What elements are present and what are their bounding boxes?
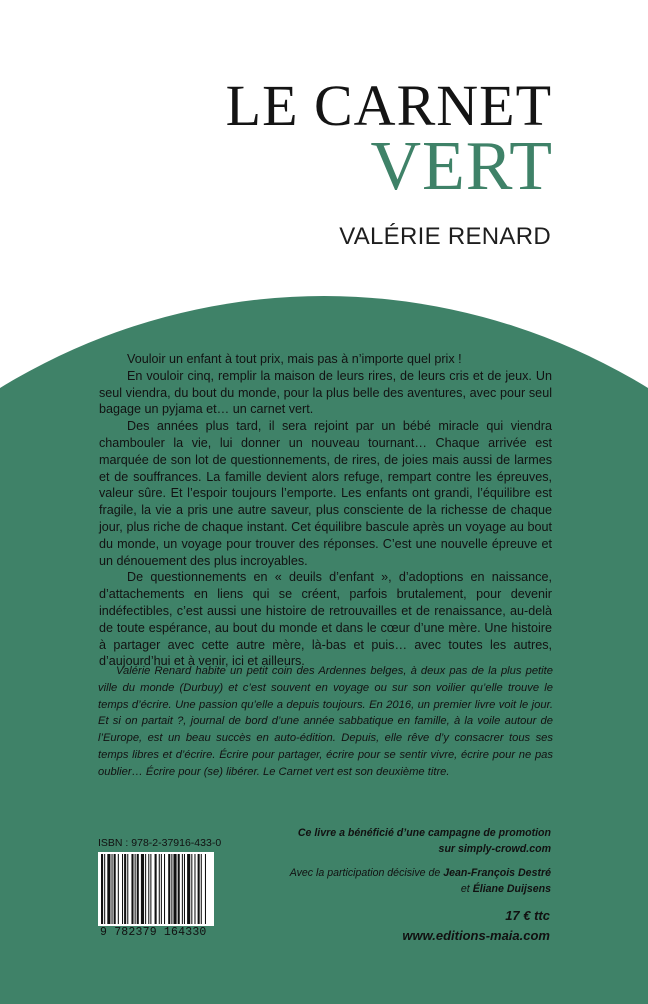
promo-line-3 <box>251 865 551 881</box>
barcode-bar <box>171 854 172 924</box>
barcode-bar <box>148 854 149 924</box>
promo-line-1: Ce livre a bénéficié d’une campagne de promotion <box>297 827 551 839</box>
barcode-bars <box>98 852 214 926</box>
barcode-bar <box>194 854 195 924</box>
title-line-1: LE CARNET <box>225 73 552 138</box>
author-name: VALÉRIE RENARD <box>339 223 551 250</box>
barcode-bar <box>178 854 180 924</box>
barcode <box>98 852 214 926</box>
promo-line-2: sur simply-crowd.com <box>438 843 551 855</box>
barcode-bar <box>191 854 192 924</box>
barcode-bar <box>112 854 113 924</box>
price-block <box>402 906 550 946</box>
barcode-bar <box>184 854 185 924</box>
barcode-bar <box>131 854 133 924</box>
barcode-bar <box>161 854 162 924</box>
summary-paragraph: En vouloir cinq, remplir la maison de leurs rires, de leurs cris et de jeux. Un seul viendra, du bout du monde, pour la plus belle des aventures, avec pour seul bagage un pyjama et… un carnet vert. <box>99 368 552 417</box>
barcode-bar <box>141 854 144 924</box>
author-bio: Valérie Renard habite un petit coin des Ardennes belges, à deux pas de la plus petite ville du monde (Durbuy) et c’est souvent en voyage ou sur son voilier qu’elle trouve le temps d’écrire. Une passion qu’elle a depuis toujours. En 2016, un premier livre voit le jour. Et si on partait ?, journal de bord d’une année sabbatique en famille, à la voile autour de l’Europe, est un beau succès en auto-édition. Depuis, elle rêve d’y consacrer tous ses temps libres et d’écrire. Écrire pour partager, écrire pour se sentir vivre, écrire pour ne pas oublier… Écrire pour (se) libérer. Le Carnet vert est son deuxième titre. <box>98 665 553 778</box>
barcode-bar <box>150 854 151 924</box>
barcode-bar <box>135 854 136 924</box>
barcode-bar <box>187 854 190 924</box>
price: 17 € ttc <box>505 908 550 923</box>
promo-prefix: et <box>460 883 473 895</box>
summary-paragraph: Vouloir un enfant à tout prix, mais pas à n’importe quel prix ! <box>127 352 462 366</box>
barcode-bar <box>124 854 126 924</box>
summary-paragraph: De questionnements en « deuils d’enfant », d’adoptions en naissance, d’attachements en liens qui se créent, parfois brutalement, pour devenir indéfectibles, c’est aussi une histoire de retrouvailles et de renaissance, au-delà de toute espérance, au bout du monde et dans le cœur d’une mère. Une histoire à partager avec cette autre mère, là-bas et puis… avec toutes les autres, d’aujourd’hui et à venir, ici et ailleurs. <box>99 570 552 669</box>
barcode-bar <box>182 854 183 924</box>
barcode-bar <box>145 854 146 924</box>
barcode-bar <box>201 854 202 924</box>
barcode-bar <box>164 854 165 924</box>
promo-line-4 <box>251 881 551 897</box>
barcode-bar <box>137 854 139 924</box>
isbn-label: ISBN : 978-2-37916-433-0 <box>98 837 222 849</box>
barcode-bar <box>101 854 103 924</box>
promo-block <box>251 825 551 897</box>
publisher-website: www.editions-maia.com <box>402 928 550 943</box>
barcode-bar <box>122 854 123 924</box>
promo-name-1: Jean-François Destré <box>443 867 551 879</box>
barcode-bar <box>107 854 110 924</box>
barcode-bar <box>155 854 157 924</box>
barcode-bar <box>114 854 116 924</box>
barcode-digits: 9 782379 164330 <box>100 926 207 939</box>
barcode-bar <box>118 854 119 924</box>
barcode-bar <box>159 854 160 924</box>
barcode-bar <box>127 854 128 924</box>
summary-paragraph: Des années plus tard, il sera rejoint par un bébé miracle qui viendra chambouler la vie, lui donner un nouveau tournant… Chaque arrivée est marquée de son lot de questionnements, de rires, de joies mais aussi de larmes et de souffrances. La famille devient alors refuge, rempart contre les épreuves, valeur sûre. Et l’espoir toujours l’emporte. Les enfants ont grandi, l’équilibre est fragile, la vie a pris une autre saveur, plus consciente de la richesse de chaque jour, plus riche de chaque instant. Cet équilibre bascule après un voyage au bout du monde, un voyage pour trouver des réponses. C’est une nouvelle épreuve et un dénouement des plus incroyables. <box>99 419 552 568</box>
promo-name-2: Éliane Duijsens <box>472 883 551 895</box>
title-line-2: VERT <box>370 128 553 205</box>
barcode-bar <box>198 854 200 924</box>
barcode-bar <box>104 854 105 924</box>
promo-prefix: Avec la participation décisive de <box>289 867 444 879</box>
barcode-bar <box>205 854 206 924</box>
summary-text <box>99 351 552 670</box>
barcode-bar <box>173 854 176 924</box>
barcode-bar <box>168 854 170 924</box>
